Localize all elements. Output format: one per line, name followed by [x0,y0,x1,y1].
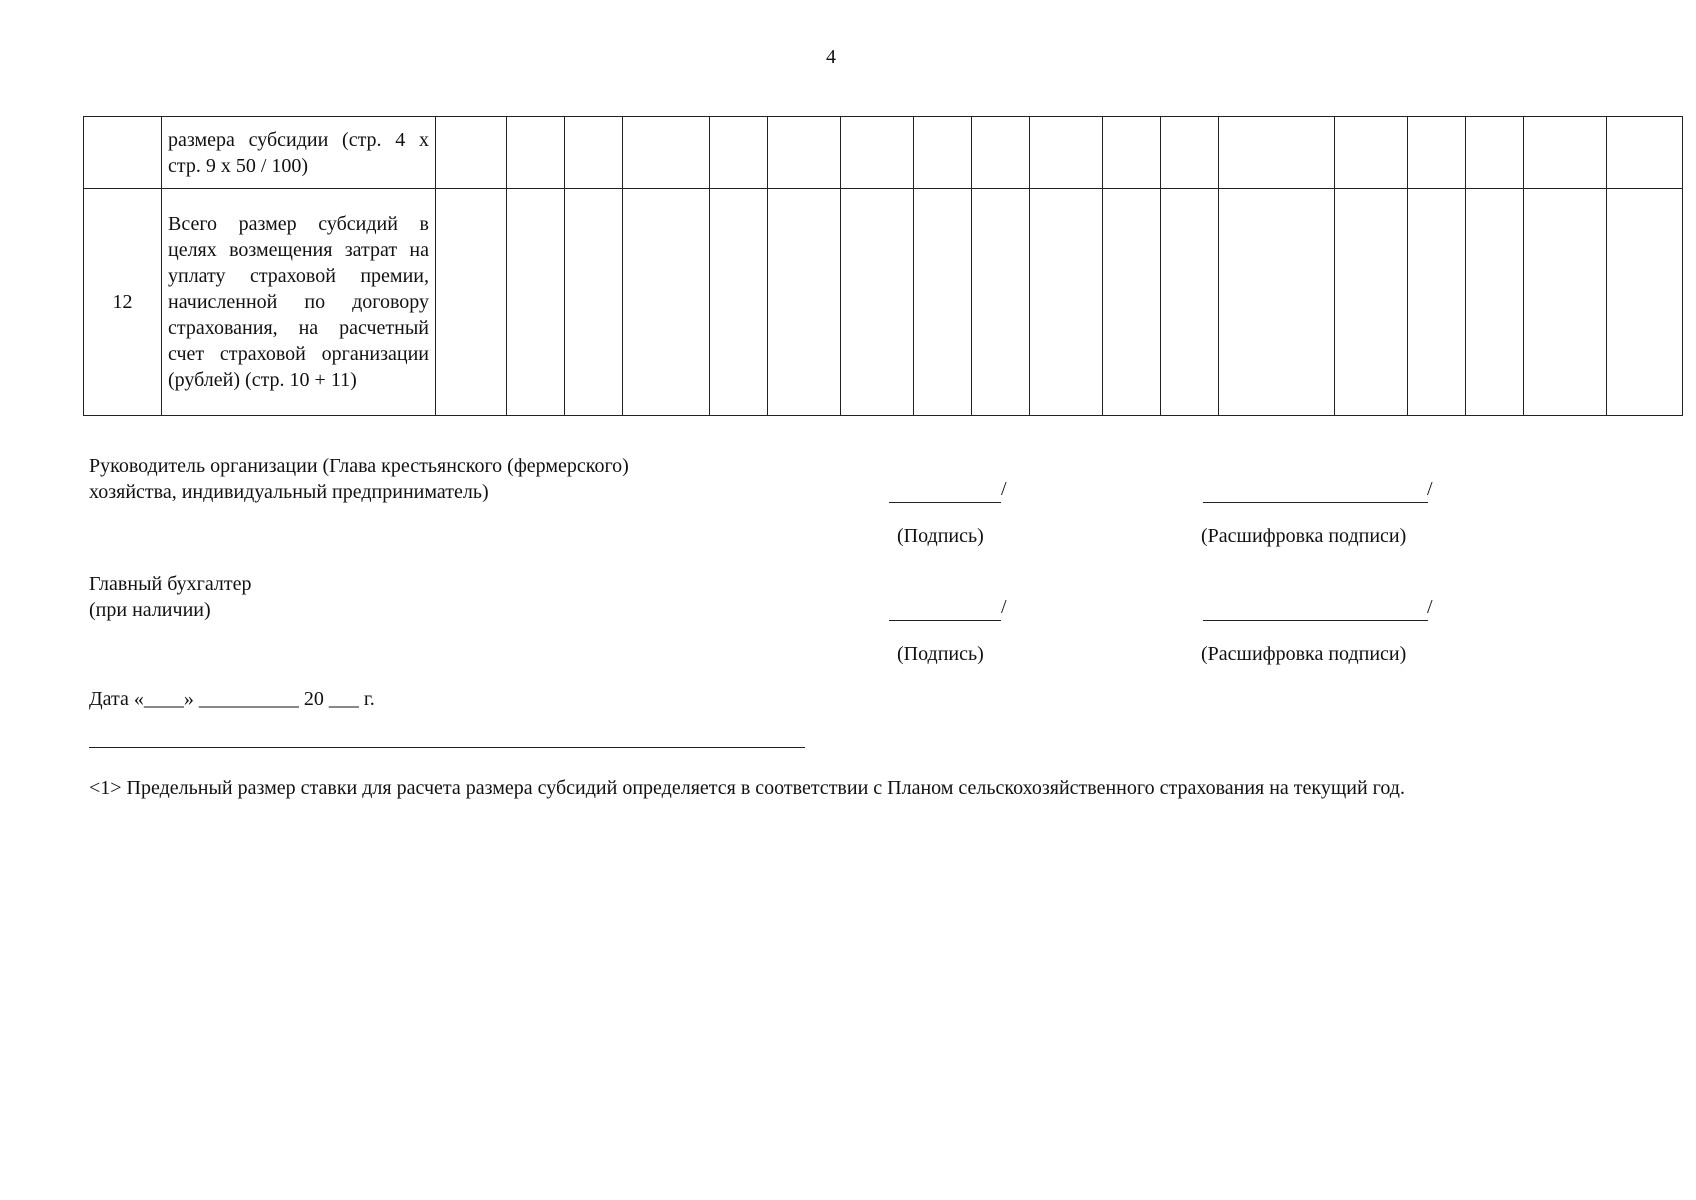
table-row [84,189,1683,416]
accountant-decode-slash: / [1427,596,1433,618]
head-decode-caption: (Расшифровка подписи) [1201,525,1407,547]
value-cell [768,189,841,416]
value-cell [1161,189,1219,416]
accountant-signature-label [89,571,251,623]
date-line: Дата «____» __________ 20 ___ г. [89,688,375,710]
accountant-signature-caption: (Подпись) [897,643,984,665]
head-signature-slash: / [1001,478,1007,500]
accountant-decode-line [1203,620,1428,621]
accountant-label-line1: Главный бухгалтер [89,573,252,595]
head-label-line1: Руководитель организации (Глава крестьянского (фермерского) [89,455,629,477]
value-cell [436,189,507,416]
value-cell [1607,117,1683,189]
accountant-decode-caption: (Расшифровка подписи) [1201,643,1407,665]
value-cell [914,117,972,189]
value-cell [565,189,623,416]
row-number-cell [84,117,162,189]
value-cell [972,117,1030,189]
value-cell [436,117,507,189]
row-description-cell: Всего размер субсидий в целях возмещения затрат на уплату страховой премии, начисленной по договору страхования, на расчетный счет страховой организации (рублей) (стр. 10 + 11) [162,189,436,416]
head-signature-line [889,502,1001,503]
value-cell [710,189,768,416]
value-cell [1161,117,1219,189]
value-cell [1524,117,1607,189]
value-cell [768,117,841,189]
accountant-signature-slash: / [1001,596,1007,618]
head-decode-line [1203,502,1428,503]
page-number: 4 [826,46,836,68]
value-cell [623,117,710,189]
value-cell [1408,189,1466,416]
value-cell [507,189,565,416]
value-cell [1219,189,1335,416]
value-cell [1607,189,1683,416]
value-cell [565,117,623,189]
accountant-signature-line [889,620,1001,621]
row-number-cell: 12 [84,189,162,416]
value-cell [1408,117,1466,189]
value-cell [841,117,914,189]
value-cell [710,117,768,189]
subsidy-table [83,116,1683,416]
value-cell [841,189,914,416]
value-cell [1335,117,1408,189]
value-cell [1219,117,1335,189]
footnote-divider [89,747,805,748]
value-cell [1030,189,1103,416]
value-cell [1466,189,1524,416]
head-label-line2: хозяйства, индивидуальный предприниматель) [89,481,489,503]
value-cell [1103,117,1161,189]
head-decode-slash: / [1427,478,1433,500]
value-cell [507,117,565,189]
value-cell [1103,189,1161,416]
value-cell [914,189,972,416]
table-row [84,117,1683,189]
row-description-cell: размера субсидии (стр. 4 х стр. 9 х 50 / 100) [162,117,436,189]
accountant-label-line2: (при наличии) [89,599,211,621]
value-cell [1335,189,1408,416]
value-cell [623,189,710,416]
footnote: <1> Предельный размер ставки для расчета размера субсидий определяется в соответствии с Планом сельскохозяйственного страхования на текущий год. [89,777,1405,799]
value-cell [1030,117,1103,189]
head-signature-caption: (Подпись) [897,525,984,547]
value-cell [972,189,1030,416]
value-cell [1524,189,1607,416]
value-cell [1466,117,1524,189]
head-signature-label [89,453,629,505]
